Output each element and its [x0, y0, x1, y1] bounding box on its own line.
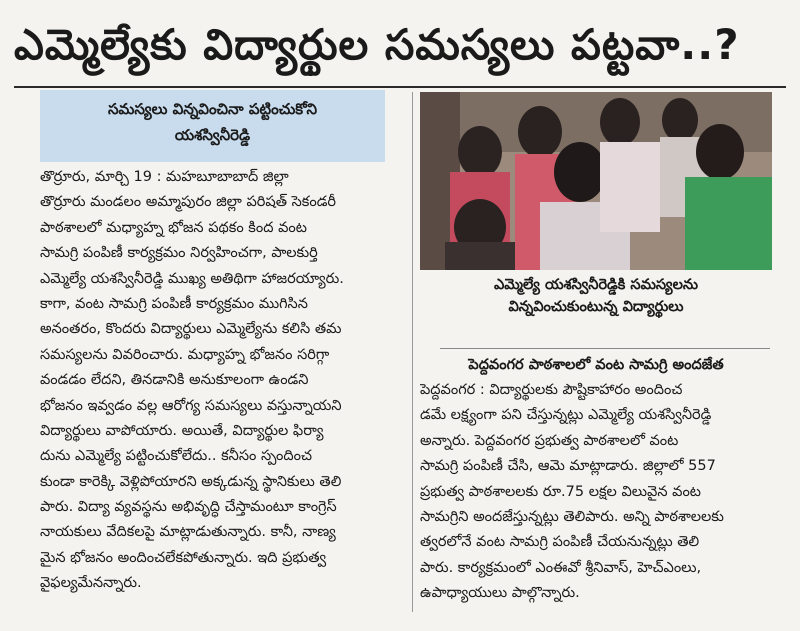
left-article-body: [40, 165, 405, 597]
news-photo: [420, 92, 772, 270]
section-divider: [440, 348, 770, 349]
left-column: [40, 90, 405, 610]
article-line: పారు. కార్యక్రమంలో ఎంఈవో శ్రీనివాస్, హెచ్ఎంలు,: [420, 559, 702, 576]
photo-caption: [420, 274, 772, 318]
article-line: పాఠశాలలో మధ్యాహ్న భోజన పథకం కింద వంట: [40, 219, 307, 236]
article-line: వండడం లేదని, తినడానికి అనుకూలంగా ఉండని: [40, 372, 309, 389]
article-line: మైన భోజనం అందించలేకపోతున్నారు. ఇది ప్రభుత్వ: [40, 549, 327, 566]
article-line: పెద్దవంగర : విద్యార్థులకు పౌష్టికాహారం అందించ: [420, 382, 683, 398]
article-line: నాయకులు వేదికలపై మాట్లాడుతున్నారు. కానీ, నాణ్య: [40, 524, 336, 541]
article-line: సామగ్రిని అందజేస్తున్నట్లు తెలిపారు. అన్ని పాఠశాలలకు: [420, 508, 724, 525]
article-line: సమస్యలను వివరించారు. మధ్యాహ్న భోజనం సరిగ్గా: [40, 346, 330, 363]
article-line: కుండా కారెక్కి వెళ్లిపోయారని అక్కడున్న స్థానికులు తెలి: [40, 473, 342, 490]
article-line: తొర్రూరు, మార్చి 19 : మహబూబాబాద్ జిల్లా: [40, 169, 289, 185]
right-column: [420, 92, 780, 612]
article-line: సామగ్రి పంపిణీ చేసి, ఆమె మాట్లాడారు. జిల్లాలో 557: [420, 458, 716, 475]
column-divider: [412, 92, 413, 612]
left-subhead: [40, 90, 385, 162]
article-line: ఎమ్మెల్యే యశస్వినీరెడ్డి ముఖ్య అతిథిగా హాజరయ్యారు.: [40, 270, 344, 287]
article-line: దును ఎమ్మెల్యే పట్టించుకోలేదు.. కనీసం స్పందించ: [40, 448, 313, 465]
article-line: వైఫల్యమేనన్నారు.: [40, 575, 142, 592]
headline-rule: [14, 86, 786, 88]
article-line: భోజనం ఇవ్వడం వల్ల ఆరోగ్య సమస్యలు వస్తున్నాయని: [40, 397, 342, 414]
article-line: సామగ్రి పంపిణీ కార్యక్రమం నిర్వహించగా, పాలకుర్తి: [40, 245, 318, 262]
article-line: అన్నారు. పెద్దవంగర ప్రభుత్వ పాఠశాలలో వంట: [420, 432, 679, 449]
photo-caption-line2: విన్నవించుకుంటున్న విద్యార్థులు: [508, 299, 684, 315]
photo-caption-line1: ఎమ్మెల్యే యశస్వినీరెడ్డికి సమస్యలను: [493, 277, 699, 293]
article-line: త్వరలోనే వంట సామగ్రి పంపిణీ చేయనున్నట్లు తెలి: [420, 534, 700, 551]
article-line: అనంతరం, కొందరు విద్యార్థులు ఎమ్మెల్యేను కలిసి తమ: [40, 321, 342, 338]
article-line: డమే లక్ష్యంగా పని చేస్తున్నట్లు ఎమ్మెల్యే యశస్వినీరెడ్డి: [420, 407, 712, 424]
news-photo-illustration: [420, 92, 772, 270]
left-subhead-line2: యశస్వినీరెడ్డి: [174, 126, 251, 144]
article-line: ఉపాధ్యాయులు పాల్గొన్నారు.: [420, 585, 580, 602]
article-line: పారు. విద్యా వ్యవస్థను అభివృద్ధి చేస్తామంటూ కాంగ్రెస్: [40, 499, 337, 516]
right-subhead: పెద్దవంగర పాఠశాలలో వంట సామగ్రి అందజేత: [468, 357, 724, 373]
article-line: ప్రభుత్వ పాఠశాలలకు రూ.75 లక్షల విలువైన వంట: [420, 483, 702, 500]
left-subhead-line1: సమస్యలు విన్నవించినా పట్టించుకోని: [107, 100, 318, 118]
right-article-body: [420, 378, 772, 607]
headline: ఎమ్మెల్యేకు విద్యార్థుల సమస్యలు పట్టవా..?: [14, 20, 740, 69]
article-line: కాగా, వంట సామగ్రి పంపిణీ కార్యక్రమం ముగిసిన: [40, 295, 308, 312]
article-line: తొర్రూరు మండలం అమ్మాపురం జిల్లా పరిషత్ సెకండరీ: [40, 194, 337, 211]
article-line: విద్యార్థులు వాపోయారు. అయితే, విద్యార్థుల ఫిర్యా: [40, 422, 324, 439]
